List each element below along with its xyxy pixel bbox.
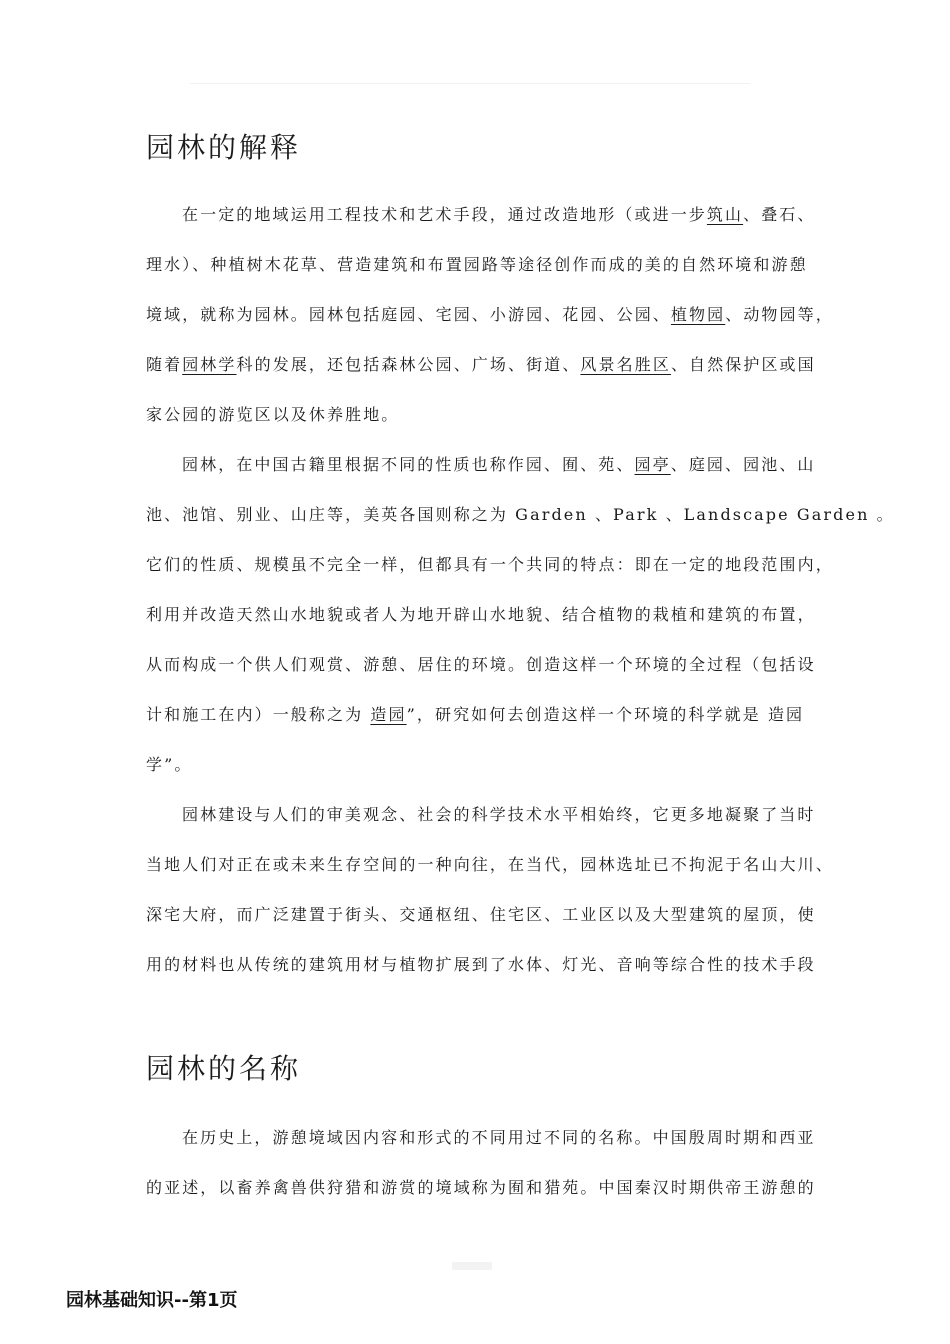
- text-span: 随着: [146, 355, 183, 374]
- link-fengjingmingshengqu[interactable]: 风景名胜区: [580, 355, 671, 374]
- section-body-names: [146, 1113, 816, 1213]
- text-line: [146, 340, 816, 390]
- text-line: 的亚述，以畜养禽兽供狩猎和游赏的境域称为囿和猎苑。中国秦汉时期供帝王游憩的: [146, 1178, 816, 1197]
- text-span: 、叠石、: [743, 205, 816, 224]
- section-heading-explanation: 园林的解释: [146, 131, 302, 164]
- text-line: [146, 440, 816, 490]
- text-line: 理水）、种植树木花草、营造建筑和布置园路等途径创作而成的美的自然环境和游憩: [146, 255, 808, 274]
- text-span: 、自然保护区或国: [670, 355, 816, 374]
- text-span: 境域，就称为园林。园林包括庭园、宅园、小游园、花园、公园、: [146, 305, 671, 324]
- text-span: 、庭园、园池、山: [670, 455, 816, 474]
- link-zhushan[interactable]: 筑山: [706, 205, 744, 224]
- text-span: ”，研究如何去创造这样一个环境的科学就是 造园: [406, 705, 805, 724]
- text-span: 、动物园等，: [725, 305, 834, 324]
- page-footer: 园林基础知识--第1页: [66, 1290, 238, 1311]
- text-line: 用的材料也从传统的建筑用材与植物扩展到了水体、灯光、音响等综合性的技术手段: [146, 955, 816, 974]
- text-line: 它们的性质、规模虽不完全一样，但都具有一个共同的特点：即在一定的地段范围内，: [146, 555, 834, 574]
- section-body-explanation: [146, 190, 895, 990]
- link-yuanting[interactable]: 园亭: [634, 455, 671, 474]
- text-line: 池、池馆、别业、山庄等，美英各国则称之为 Garden 、Park 、Landscape Garden 。: [146, 505, 895, 524]
- text-line: 从而构成一个供人们观赏、游憩、居住的环境。创造这样一个环境的全过程（包括设: [146, 655, 816, 674]
- text-line: 家公园的游览区以及休养胜地。: [146, 405, 400, 424]
- text-line: 深宅大府，而广泛建置于街头、交通枢纽、住宅区、工业区以及大型建筑的屋顶，使: [146, 905, 816, 924]
- text-line: 在历史上，游憩境域因内容和形式的不同用过不同的名称。中国殷周时期和西亚: [182, 1128, 816, 1147]
- text-line: 园林建设与人们的审美观念、社会的科学技术水平相始终，它更多地凝聚了当时: [182, 805, 816, 824]
- text-span: 科的发展，还包括森林公园、广场、街道、: [236, 355, 581, 374]
- text-line: [146, 190, 816, 240]
- text-line: [146, 290, 834, 340]
- text-line: 当地人们对正在或未来生存空间的一种向往，在当代，园林选址已不拘泥于名山大川、: [146, 855, 834, 874]
- watermark-mark: [452, 1262, 492, 1270]
- text-line: 利用并改造天然山水地貌或者人为地开辟山水地貌、结合植物的栽植和建筑的布置，: [146, 605, 816, 624]
- link-yuanlinxue[interactable]: 园林学: [182, 355, 237, 374]
- text-span: 计和施工在内）一般称之为: [146, 705, 371, 724]
- link-zaoyuan[interactable]: 造园: [370, 705, 407, 724]
- header-rule: [190, 83, 750, 84]
- text-line: 学”。: [146, 755, 193, 774]
- text-span: 园林，在中国古籍里根据不同的性质也称作园、囿、苑、: [182, 455, 635, 474]
- text-span: 在一定的地域运用工程技术和艺术手段，通过改造地形（或进一步: [182, 205, 707, 224]
- section-heading-names: 园林的名称: [146, 1052, 302, 1085]
- link-zhiwuyuan[interactable]: 植物园: [670, 305, 726, 324]
- text-line: [146, 690, 806, 740]
